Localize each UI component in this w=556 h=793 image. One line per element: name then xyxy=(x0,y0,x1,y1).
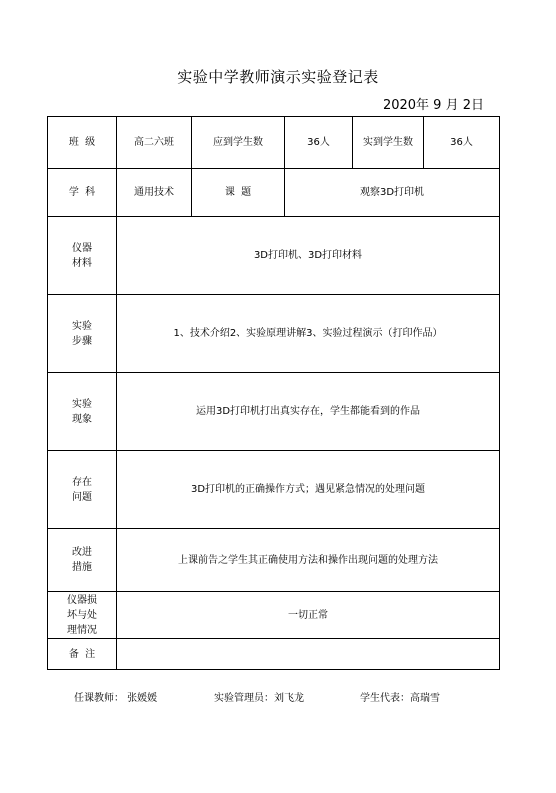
remarks-value xyxy=(117,639,500,670)
form-title: 实验中学教师演示实验登记表 xyxy=(177,68,379,86)
steps-row xyxy=(48,295,500,373)
damage-label: 仪器损 坏与处 理情况 xyxy=(48,592,117,639)
class-row xyxy=(48,117,500,169)
subject-row xyxy=(48,169,500,217)
actual-students-value: 36人 xyxy=(424,117,500,169)
improvement-row xyxy=(48,529,500,592)
problems-label: 存在 问题 xyxy=(48,451,117,529)
class-label: 班 级 xyxy=(48,117,117,169)
phenomenon-row xyxy=(48,373,500,451)
improvement-label: 改进 措施 xyxy=(48,529,117,592)
subject-label: 学 科 xyxy=(48,169,117,217)
remarks-label: 备 注 xyxy=(48,639,117,670)
expected-students-label: 应到学生数 xyxy=(192,117,285,169)
registration-table xyxy=(47,116,500,670)
equipment-value: 3D打印机、3D打印材料 xyxy=(117,217,500,295)
improvement-value: 上课前告之学生其正确使用方法和操作出现问题的处理方法 xyxy=(117,529,500,592)
equipment-label: 仪器 材料 xyxy=(48,217,117,295)
problems-row xyxy=(48,451,500,529)
form-date: 2020年 9 月 2日 xyxy=(382,98,484,113)
steps-label: 实验 步骤 xyxy=(48,295,117,373)
problems-value: 3D打印机的正确操作方式；遇见紧急情况的处理问题 xyxy=(117,451,500,529)
actual-students-label: 实到学生数 xyxy=(353,117,424,169)
expected-students-value: 36人 xyxy=(285,117,353,169)
phenomenon-label: 实验 现象 xyxy=(48,373,117,451)
student-representative-signature: 学生代表：高瑞雪 xyxy=(360,693,440,704)
damage-row xyxy=(48,592,500,639)
phenomenon-value: 运用3D打印机打出真实存在，学生都能看到的作品 xyxy=(117,373,500,451)
lab-manager-signature: 实验管理员：刘飞龙 xyxy=(214,693,304,704)
class-value: 高二六班 xyxy=(117,117,192,169)
equipment-row xyxy=(48,217,500,295)
subject-value: 通用技术 xyxy=(117,169,192,217)
topic-label: 课 题 xyxy=(192,169,285,217)
teacher-signature: 任课教师： 张媛媛 xyxy=(74,693,158,704)
remarks-row xyxy=(48,639,500,670)
steps-value: 1、技术介绍2、实验原理讲解3、实验过程演示（打印作品） xyxy=(117,295,500,373)
damage-value: 一切正常 xyxy=(117,592,500,639)
topic-value: 观察3D打印机 xyxy=(285,169,500,217)
